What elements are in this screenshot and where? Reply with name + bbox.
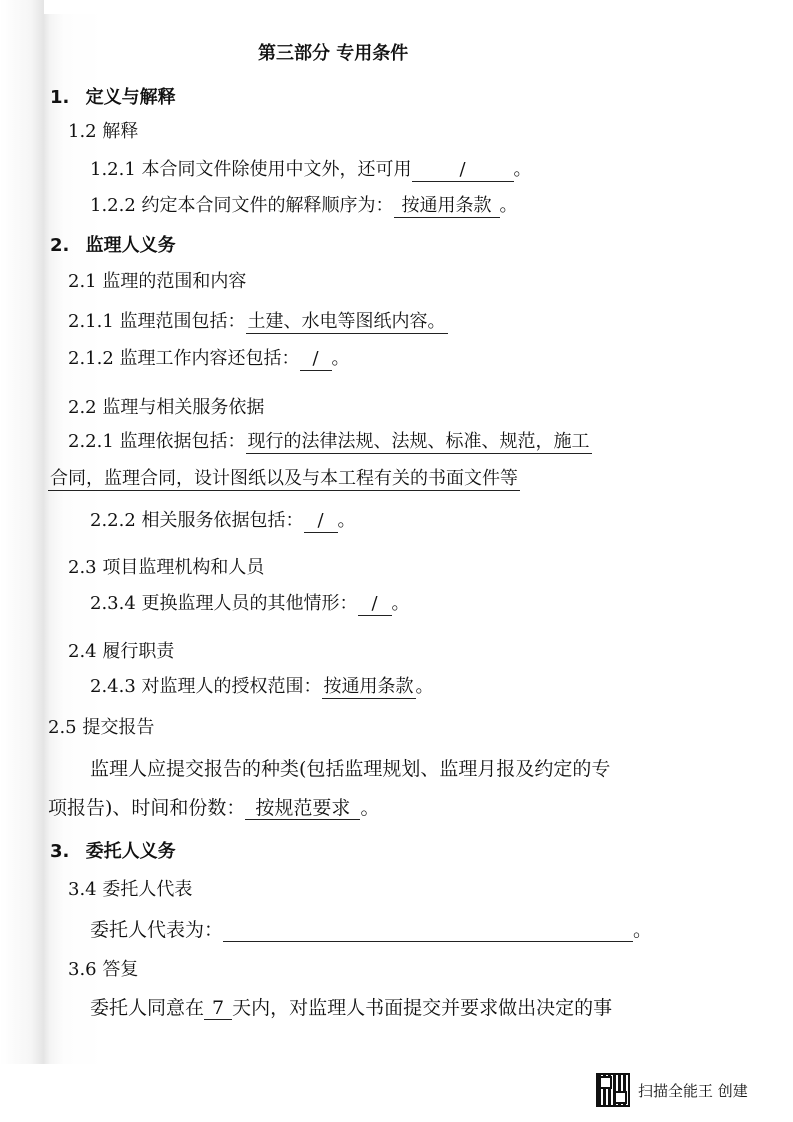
section-3-title: 委托人义务	[85, 841, 176, 862]
clause-2-5-fill: 按规范要求	[245, 797, 360, 820]
clause-2-4-heading: 2.4 履行职责	[68, 641, 175, 662]
scanner-brand: 扫描全能王 创建	[638, 1081, 748, 1100]
clause-2-2-2-fill: /	[304, 510, 338, 533]
clause-2-3-4-text: 2.3.4 更换监理人员的其他情形：	[90, 593, 358, 614]
clause-2-4-3	[90, 675, 434, 699]
clause-3-6-heading: 3.6 答复	[68, 959, 139, 980]
clause-3-4-body-text: 委托人代表为：	[90, 919, 224, 941]
clause-2-3-4-end: 。	[391, 593, 410, 614]
page-title: 第三部分 专用条件	[258, 43, 409, 64]
clause-2-4-3-end: 。	[415, 676, 434, 697]
clause-1-2-2-text: 1.2.2 约定本合同文件的解释顺序为：	[90, 195, 394, 216]
clause-1-2-1-end: 。	[513, 159, 532, 180]
clause-3-4-body	[90, 918, 652, 942]
clause-1-2-2-end: 。	[499, 195, 518, 216]
clause-2-5-body-text: 项报告)、时间和份数：	[48, 797, 246, 819]
section-1-number: 1.	[50, 87, 70, 108]
clause-2-4-3-text: 2.4.3 对监理人的授权范围：	[90, 676, 322, 697]
clause-3-6-fill: 7	[204, 997, 232, 1020]
clause-2-1-2-text: 2.1.2 监理工作内容还包括：	[68, 348, 300, 369]
clause-2-2-1-fill-2: 合同，监理合同，设计图纸以及与本工程有关的书面文件等	[50, 468, 518, 489]
clause-2-2-1-line1	[68, 430, 592, 454]
clause-2-3-4	[90, 592, 410, 616]
scan-left-shadow	[0, 0, 44, 1064]
clause-1-2-heading: 1.2 解释	[68, 121, 139, 142]
section-3-heading	[50, 840, 176, 864]
clause-3-4-end: 。	[633, 919, 653, 941]
clause-1-2-1-text: 1.2.1 本合同文件除使用中文外，还可用	[90, 159, 412, 180]
clause-2-2-2-text: 2.2.2 相关服务依据包括：	[90, 510, 304, 531]
section-2-number: 2.	[50, 235, 70, 256]
clause-2-2-1-text: 2.2.1 监理依据包括：	[68, 431, 246, 452]
clause-3-4-blank	[223, 921, 633, 942]
clause-2-5-heading: 2.5 提交报告	[48, 717, 155, 738]
clause-3-6-body	[90, 996, 612, 1020]
clause-1-2-1-fill: /	[412, 159, 514, 182]
qr-code-icon	[596, 1073, 630, 1107]
clause-2-1-2-end: 。	[331, 348, 350, 369]
clause-2-3-heading: 2.3 项目监理机构和人员	[68, 557, 265, 578]
clause-2-1-heading: 2.1 监理的范围和内容	[68, 271, 247, 292]
clause-2-5-body-line1: 监理人应提交报告的种类(包括监理规划、监理月报及约定的专	[90, 758, 611, 780]
clause-2-4-3-fill: 按通用条款	[323, 676, 414, 697]
clause-2-1-1-text: 2.1.1 监理范围包括：	[68, 311, 246, 332]
clause-3-4-heading: 3.4 委托人代表	[68, 879, 193, 900]
section-3-number: 3.	[50, 841, 70, 862]
clause-2-5-body-line2	[48, 796, 379, 820]
scanner-watermark	[596, 1070, 748, 1110]
clause-2-2-1-fill-1: 现行的法律法规、法规、标准、规范，施工	[247, 431, 590, 452]
clause-2-1-2-fill: /	[300, 348, 332, 371]
clause-2-1-1-fill: 土建、水电等图纸内容。	[247, 311, 446, 332]
clause-2-1-2	[68, 347, 350, 371]
clause-2-5-end: 。	[360, 797, 380, 819]
clause-1-2-1	[90, 158, 532, 182]
clause-2-2-2-end: 。	[337, 510, 356, 531]
clause-2-2-1-line2	[48, 467, 520, 491]
clause-2-2-2	[90, 509, 356, 533]
clause-3-6-body-rest: 天内，对监理人书面提交并要求做出决定的事	[232, 997, 613, 1019]
section-1-heading	[50, 86, 176, 110]
clause-1-2-2-fill: 按通用条款	[394, 195, 500, 218]
clause-2-2-heading: 2.2 监理与相关服务依据	[68, 397, 265, 418]
section-2-title: 监理人义务	[85, 235, 176, 256]
section-1-title: 定义与解释	[85, 87, 176, 108]
clause-1-2-2	[90, 194, 518, 218]
clause-3-6-body-text: 委托人同意在	[90, 997, 205, 1019]
clause-2-1-1	[68, 310, 448, 334]
section-2-heading	[50, 234, 176, 258]
clause-2-3-4-fill: /	[358, 593, 392, 616]
